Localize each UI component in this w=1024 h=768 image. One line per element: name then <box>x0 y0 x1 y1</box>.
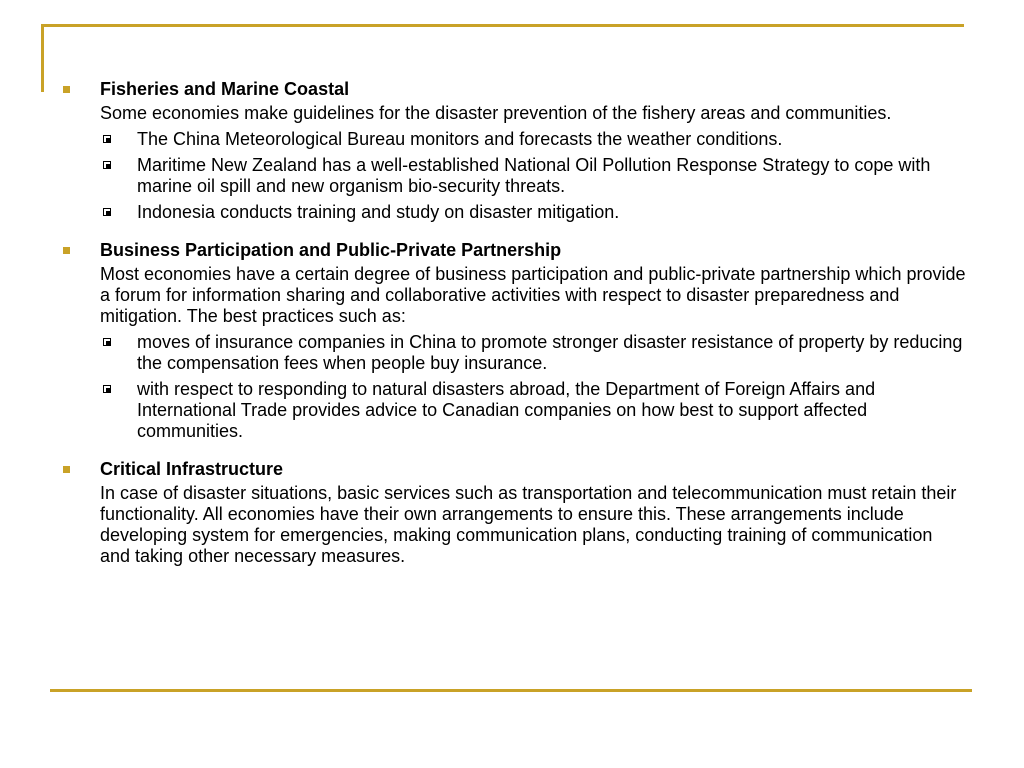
top-border-line <box>41 24 964 27</box>
hollow-square-bullet-icon <box>103 161 111 169</box>
section-heading: Business Participation and Public-Private Partnership <box>100 240 562 260</box>
sub-bullet-list <box>100 332 967 442</box>
list-item <box>100 202 967 223</box>
list-item <box>100 129 967 150</box>
section-heading: Critical Infrastructure <box>100 459 284 479</box>
section-paragraph: In case of disaster situations, basic services such as transportation and telecommunication must retain their functionality. All economies have their own arrangements to ensure this. These arrangements include developing system for emergencies, making communication plans, conducting training of communication and taking other necessary measures. <box>100 483 957 566</box>
square-bullet-icon <box>63 86 70 93</box>
section-heading: Fisheries and Marine Coastal <box>100 79 350 99</box>
square-bullet-icon <box>63 247 70 254</box>
list-item-text: Indonesia conducts training and study on disaster mitigation. <box>137 202 620 222</box>
list-item-text: moves of insurance companies in China to promote stronger disaster resistance of property by reducing the compensation fees when people buy insurance. <box>137 332 963 373</box>
section-critical-infrastructure <box>57 458 967 567</box>
section-paragraph: Most economies have a certain degree of business participation and public-private partnership which provide a forum for information sharing and collaborative activities with respect to disaster preparedness and mitigation. The best practices such as: <box>100 264 966 326</box>
list-item-text: The China Meteorological Bureau monitors and forecasts the weather conditions. <box>137 129 783 149</box>
slide-content <box>57 78 967 583</box>
hollow-square-bullet-icon <box>103 338 111 346</box>
list-item <box>100 379 967 442</box>
list-item <box>100 155 967 197</box>
hollow-square-bullet-icon <box>103 135 111 143</box>
section-paragraph: Some economies make guidelines for the disaster prevention of the fishery areas and communities. <box>100 103 892 123</box>
list-item-text: Maritime New Zealand has a well-established National Oil Pollution Response Strategy to cope with marine oil spill and new organism bio-security threats. <box>137 155 931 196</box>
section-fisheries <box>57 78 967 223</box>
left-border-line <box>41 24 44 92</box>
bottom-border-line <box>50 689 972 692</box>
section-business-participation <box>57 239 967 442</box>
sub-bullet-list <box>100 129 967 223</box>
list-item-text: with respect to responding to natural disasters abroad, the Department of Foreign Affairs and International Trade provides advice to Canadian companies on how best to support affected communities. <box>137 379 876 441</box>
hollow-square-bullet-icon <box>103 208 111 216</box>
list-item <box>100 332 967 374</box>
square-bullet-icon <box>63 466 70 473</box>
hollow-square-bullet-icon <box>103 385 111 393</box>
